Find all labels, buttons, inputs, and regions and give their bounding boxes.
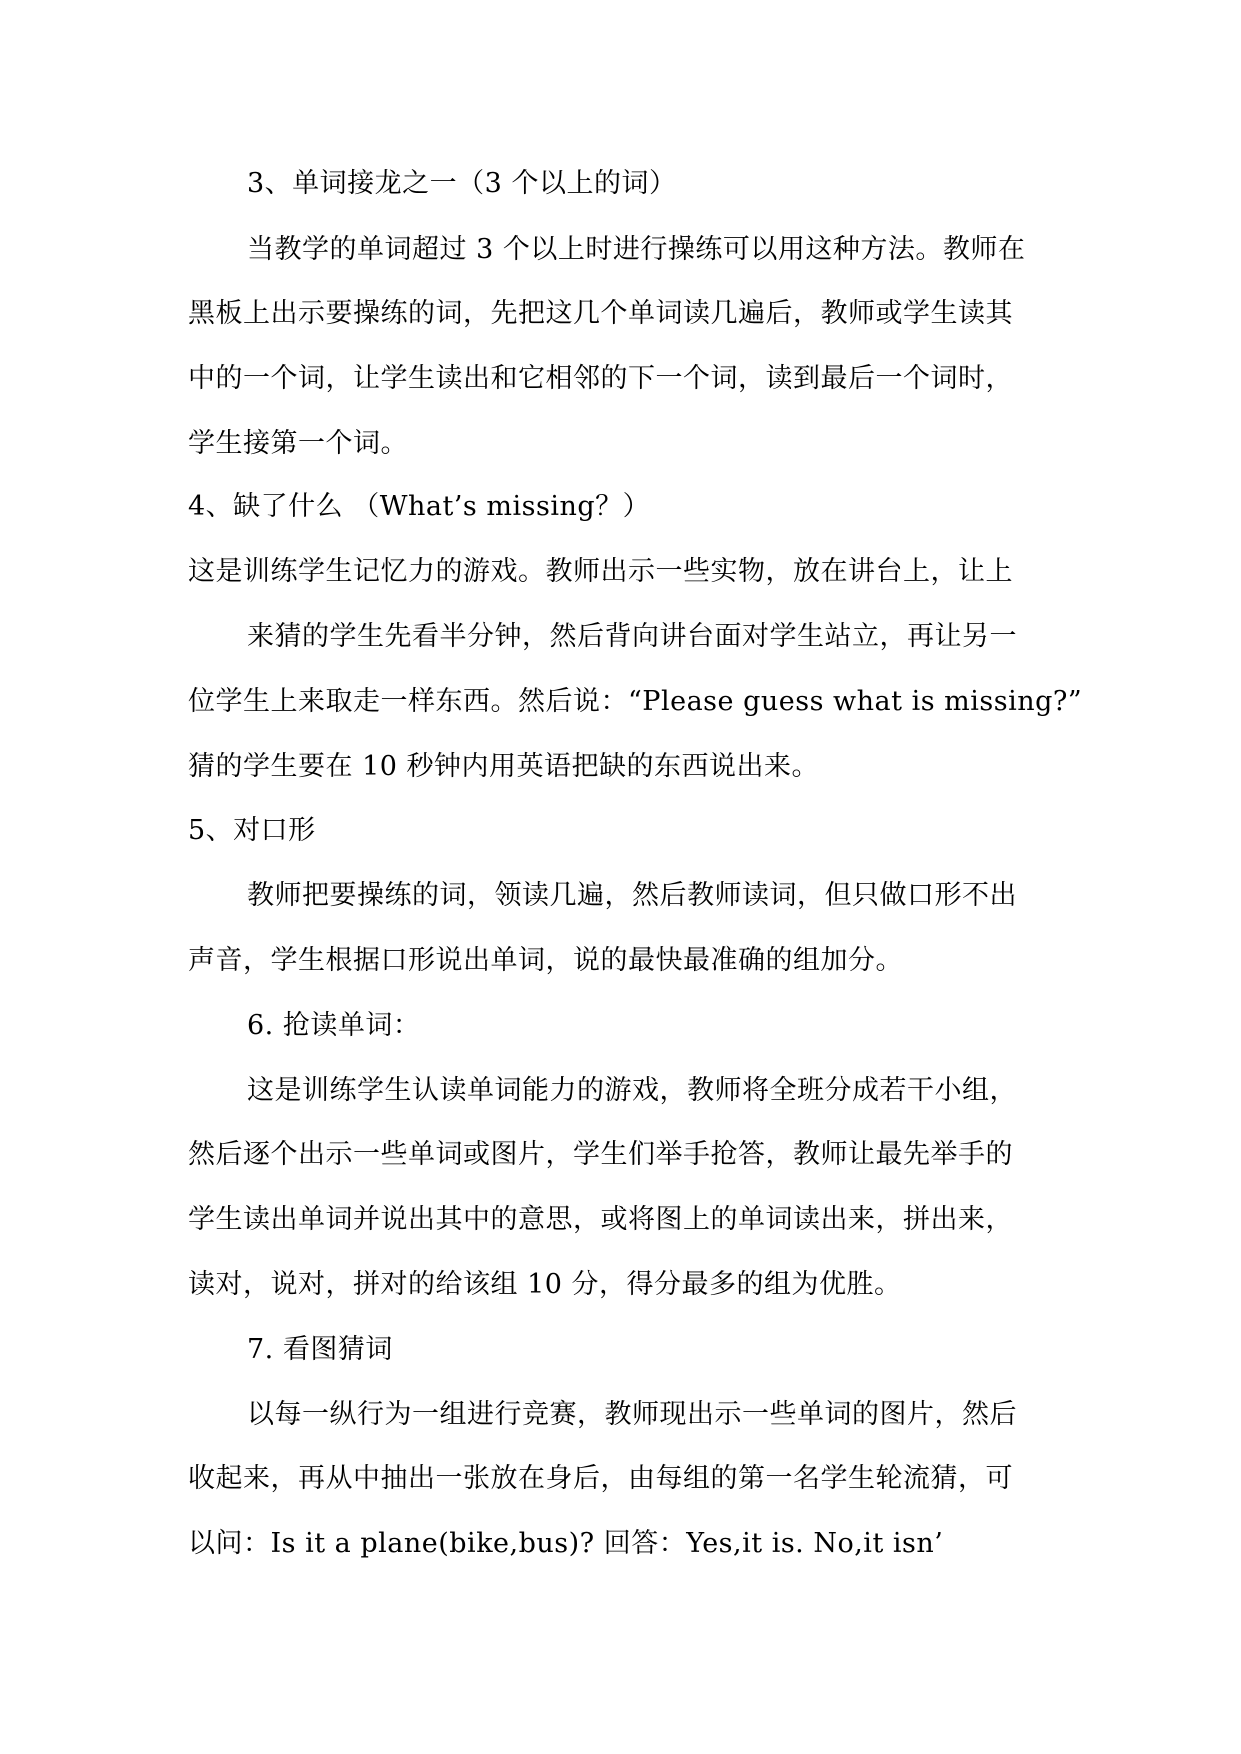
paragraph-line: 中的一个词，让学生读出和它相邻的下一个词，读到最后一个词时， xyxy=(188,363,1013,394)
paragraph-line: 以问：Is it a plane(bike,bus)? 回答：Yes,it is. No,it isn’ xyxy=(188,1528,944,1559)
paragraph-line: 猜的学生要在 10 秒钟内用英语把缺的东西说出来。 xyxy=(188,751,820,782)
heading-whats-missing: 4、缺了什么 （What’s missing？） xyxy=(188,491,651,522)
paragraph-line: 当教学的单词超过 3 个以上时进行操练可以用这种方法。教师在 xyxy=(247,234,1026,265)
paragraph-line: 然后逐个出示一些单词或图片，学生们举手抢答，教师让最先举手的 xyxy=(188,1139,1013,1170)
paragraph-line: 读对，说对，拼对的给该组 10 分，得分最多的组为优胜。 xyxy=(188,1269,902,1300)
paragraph-line: 这是训练学生记忆力的游戏。教师出示一些实物，放在讲台上，让上 xyxy=(188,556,1013,587)
paragraph-line: 声音，学生根据口形说出单词，说的最快最准确的组加分。 xyxy=(188,945,903,976)
paragraph-line: 黑板上出示要操练的词，先把这几个单词读几遍后，教师或学生读其 xyxy=(188,298,1013,329)
heading-mouth-shape: 5、对口形 xyxy=(188,815,316,846)
paragraph-line: 这是训练学生认读单词能力的游戏，教师将全班分成若干小组， xyxy=(247,1075,1017,1106)
paragraph-line: 位学生上来取走一样东西。然后说：“Please guess what is missing?” xyxy=(188,686,1083,717)
heading-picture-guess: 7. 看图猜词 xyxy=(247,1334,393,1365)
heading-word-chain: 3、单词接龙之一（3 个以上的词） xyxy=(247,168,677,199)
heading-race-reading: 6. 抢读单词： xyxy=(247,1010,421,1041)
paragraph-line: 教师把要操练的词，领读几遍，然后教师读词，但只做口形不出 xyxy=(247,880,1017,911)
paragraph-line: 来猜的学生先看半分钟，然后背向讲台面对学生站立，再让另一 xyxy=(247,621,1017,652)
paragraph-line: 收起来，再从中抽出一张放在身后，由每组的第一名学生轮流猜，可 xyxy=(188,1463,1013,1494)
paragraph-line: 学生接第一个词。 xyxy=(188,428,408,459)
paragraph-line: 学生读出单词并说出其中的意思，或将图上的单词读出来，拼出来， xyxy=(188,1204,1013,1235)
paragraph-line: 以每一纵行为一组进行竞赛，教师现出示一些单词的图片，然后 xyxy=(247,1399,1017,1430)
